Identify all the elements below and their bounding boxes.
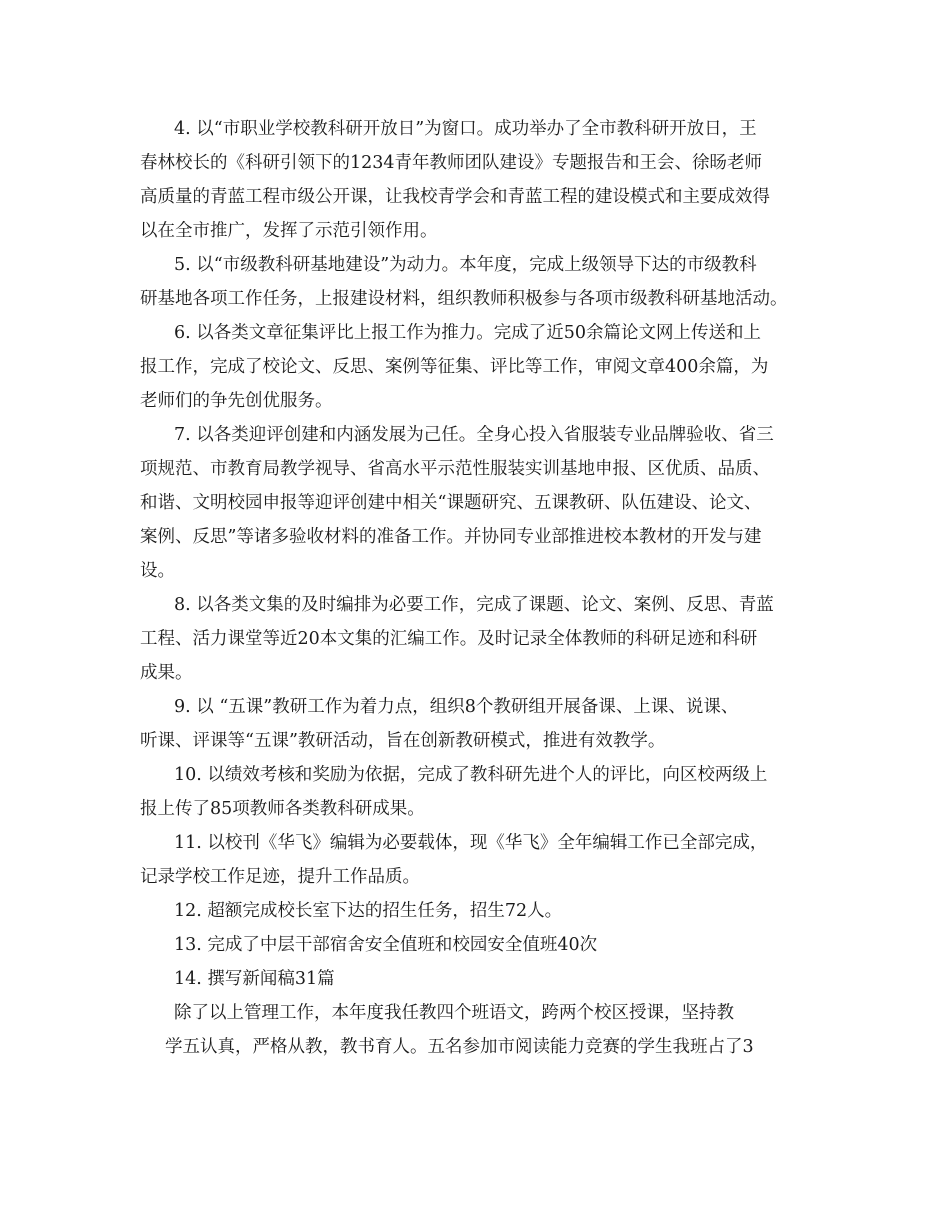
text-line: 项规范、市教育局教学视导、省高水平示范性服装实训基地申报、区优质、品质、 [140, 459, 770, 479]
text-line: 学五认真，严格从教，教书育人。五名参加市阅读能力竞赛的学生我班占了3 [165, 1037, 754, 1057]
text-line: 设。 [140, 561, 175, 581]
text-line: 老师们的争先创优服务。 [140, 391, 333, 411]
text-line: 高质量的青蓝工程市级公开课，让我校青学会和青蓝工程的建设模式和主要成效得 [140, 187, 770, 207]
text-line: 10. 以绩效考核和奖励为依据，完成了教科研先进个人的评比，向区校两级上 [174, 765, 768, 785]
text-line: 研基地各项工作任务，上报建设材料，组织教师积极参与各项市级教科研基地活动。 [140, 289, 788, 309]
text-line: 14. 撰写新闻稿31篇 [174, 969, 335, 989]
text-line: 案例、反思”等诸多验收材料的准备工作。并协同专业部推进校本教材的开发与建 [140, 527, 762, 547]
text-line: 4. 以“市职业学校教科研开放日”为窗口。成功举办了全市教科研开放日，王 [174, 119, 757, 139]
text-line: 6. 以各类文章征集评比上报工作为推力。完成了近50余篇论文网上传送和上 [174, 323, 762, 343]
text-line: 以在全市推广，发挥了示范引领作用。 [140, 221, 438, 241]
text-line: 5. 以“市级教科研基地建设”为动力。本年度，完成上级领导下达的市级教科 [174, 255, 757, 275]
text-line: 9. 以 “五课”教研工作为着力点，组织8个教研组开展备课、上课、说课、 [174, 697, 739, 717]
text-line: 成果。 [140, 663, 193, 683]
text-line: 除了以上管理工作，本年度我任教四个班语文，跨两个校区授课，坚持教 [174, 1003, 734, 1023]
text-line: 报工作，完成了校论文、反思、案例等征集、评比等工作，审阅文章400余篇，为 [140, 357, 769, 377]
text-line: 11. 以校刊《华飞》编辑为必要载体，现《华飞》全年编辑工作已全部完成， [174, 833, 768, 853]
text-line: 听课、评课等“五课”教研活动，旨在创新教研模式，推进有效教学。 [140, 731, 666, 751]
text-line: 和谐、文明校园申报等迎评创建中相关“课题研究、五课教研、队伍建设、论文、 [140, 493, 762, 513]
text-line: 工程、活力课堂等近20本文集的汇编工作。及时记录全体教师的科研足迹和科研 [140, 629, 758, 649]
text-line: 春林校长的《科研引领下的1234青年教师团队建设》专题报告和王会、徐旸老师 [140, 153, 763, 173]
text-line: 13. 完成了中层干部宿舍安全值班和校园安全值班40次 [174, 935, 598, 955]
text-line: 7. 以各类迎评创建和内涵发展为己任。全身心投入省服装专业品牌验收、省三 [174, 425, 774, 445]
text-line: 报上传了85项教师各类教科研成果。 [140, 799, 425, 819]
text-line: 记录学校工作足迹，提升工作品质。 [140, 867, 420, 887]
text-line: 12. 超额完成校长室下达的招生任务，招生72人。 [174, 901, 563, 921]
text-line: 8. 以各类文集的及时编排为必要工作，完成了课题、论文、案例、反思、青蓝 [174, 595, 774, 615]
